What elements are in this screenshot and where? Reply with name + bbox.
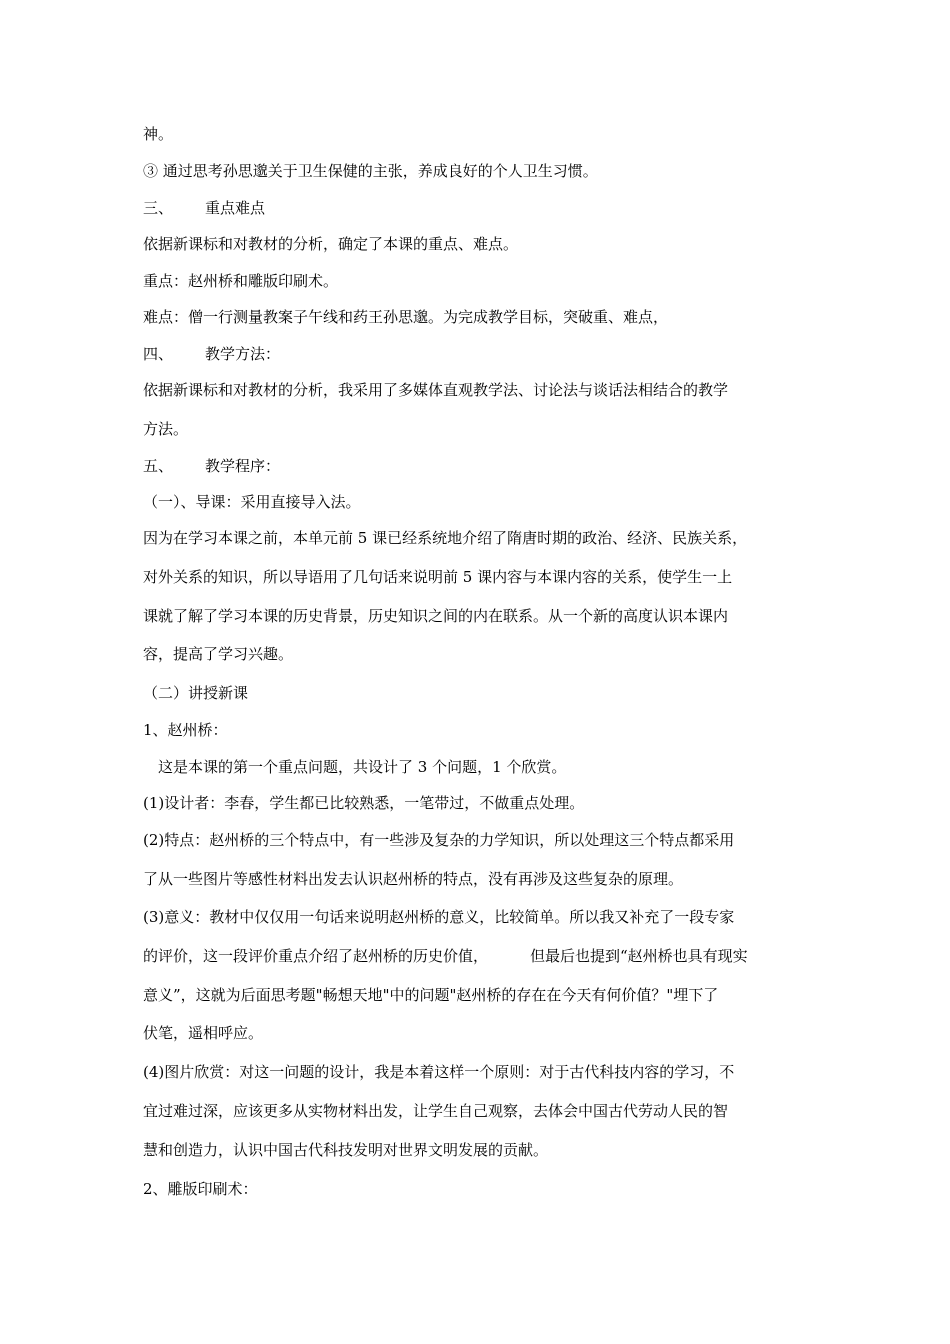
- text-line: 这是本课的第一个重点问题，共设计了 3 个问题，1 个欣赏。: [158, 758, 567, 776]
- text-segment: 但最后也提到“赵州桥也具有现实: [530, 947, 748, 965]
- text-line: (4)图片欣赏：对这一问题的设计，我是本着这样一个原则：对于古代科技内容的学习，不: [143, 1063, 735, 1081]
- text-line: 方法。: [143, 420, 189, 438]
- text-line: 伏笔，遥相呼应。: [143, 1024, 264, 1042]
- text-line: 因为在学习本课之前，本单元前 5 课已经系统地介绍了隋唐时期的政治、经济、民族关系，: [143, 529, 748, 547]
- text-line: ③ 通过思考孙思邈关于卫生保健的主张，养成良好的个人卫生习惯。: [143, 162, 598, 180]
- text-line: 容，提高了学习兴趣。: [143, 645, 294, 663]
- section-heading: [143, 344, 280, 364]
- text-line: 对外关系的知识，所以导语用了几句话来说明前 5 课内容与本课内容的关系，使学生一上: [143, 568, 733, 586]
- text-line: （二）讲授新课: [143, 684, 249, 702]
- heading-number: 三、: [143, 199, 174, 217]
- heading-text: 教学方法：: [205, 345, 281, 363]
- text-line: 慧和创造力，认识中国古代科技发明对世界文明发展的贡献。: [143, 1141, 549, 1159]
- section-heading: [143, 198, 265, 218]
- text-line: 依据新课标和对教材的分析，我采用了多媒体直观教学法、讨论法与谈话法相结合的教学: [143, 381, 729, 399]
- text-line: 宜过难过深，应该更多从实物材料出发，让学生自己观察，去体会中国古代劳动人民的智: [143, 1102, 729, 1120]
- heading-number: 四、: [143, 345, 174, 363]
- text-line: 意义”，这就为后面思考题"畅想天地"中的问题"赵州桥的存在在今天有何价值？"埋下了: [143, 986, 719, 1004]
- heading-number: 五、: [143, 457, 174, 475]
- text-line: (1)设计者：李春，学生都已比较熟悉，一笔带过，不做重点处理。: [143, 794, 585, 812]
- section-heading: [143, 456, 280, 476]
- text-line: 2、雕版印刷术：: [143, 1180, 258, 1198]
- text-line: 了从一些图片等感性材料出发去认识赵州桥的特点，没有再涉及这些复杂的原理。: [143, 870, 684, 888]
- text-segment: 的评价，这一段评价重点介绍了赵州桥的历史价值，: [143, 947, 489, 965]
- text-line: [143, 946, 748, 966]
- heading-text: 重点难点: [205, 199, 266, 217]
- text-line: (2)特点：赵州桥的三个特点中，有一些涉及复杂的力学知识，所以处理这三个特点都采用: [143, 831, 735, 849]
- heading-text: 教学程序：: [205, 457, 281, 475]
- text-line: 难点：僧一行测量教案子午线和药王孙思邈。为完成教学目标，突破重、难点，: [143, 308, 669, 326]
- text-line: （一）、导课：采用直接导入法。: [143, 493, 361, 511]
- text-line: 神。: [143, 125, 174, 143]
- text-line: 1、赵州桥：: [143, 721, 228, 739]
- text-line: 课就了解了学习本课的历史背景，历史知识之间的内在联系。从一个新的高度认识本课内: [143, 607, 729, 625]
- text-line: 依据新课标和对教材的分析，确定了本课的重点、难点。: [143, 235, 519, 253]
- text-line: 重点：赵州桥和雕版印刷术。: [143, 272, 339, 290]
- text-line: (3)意义：教材中仅仅用一句话来说明赵州桥的意义，比较简单。所以我又补充了一段专家: [143, 908, 735, 926]
